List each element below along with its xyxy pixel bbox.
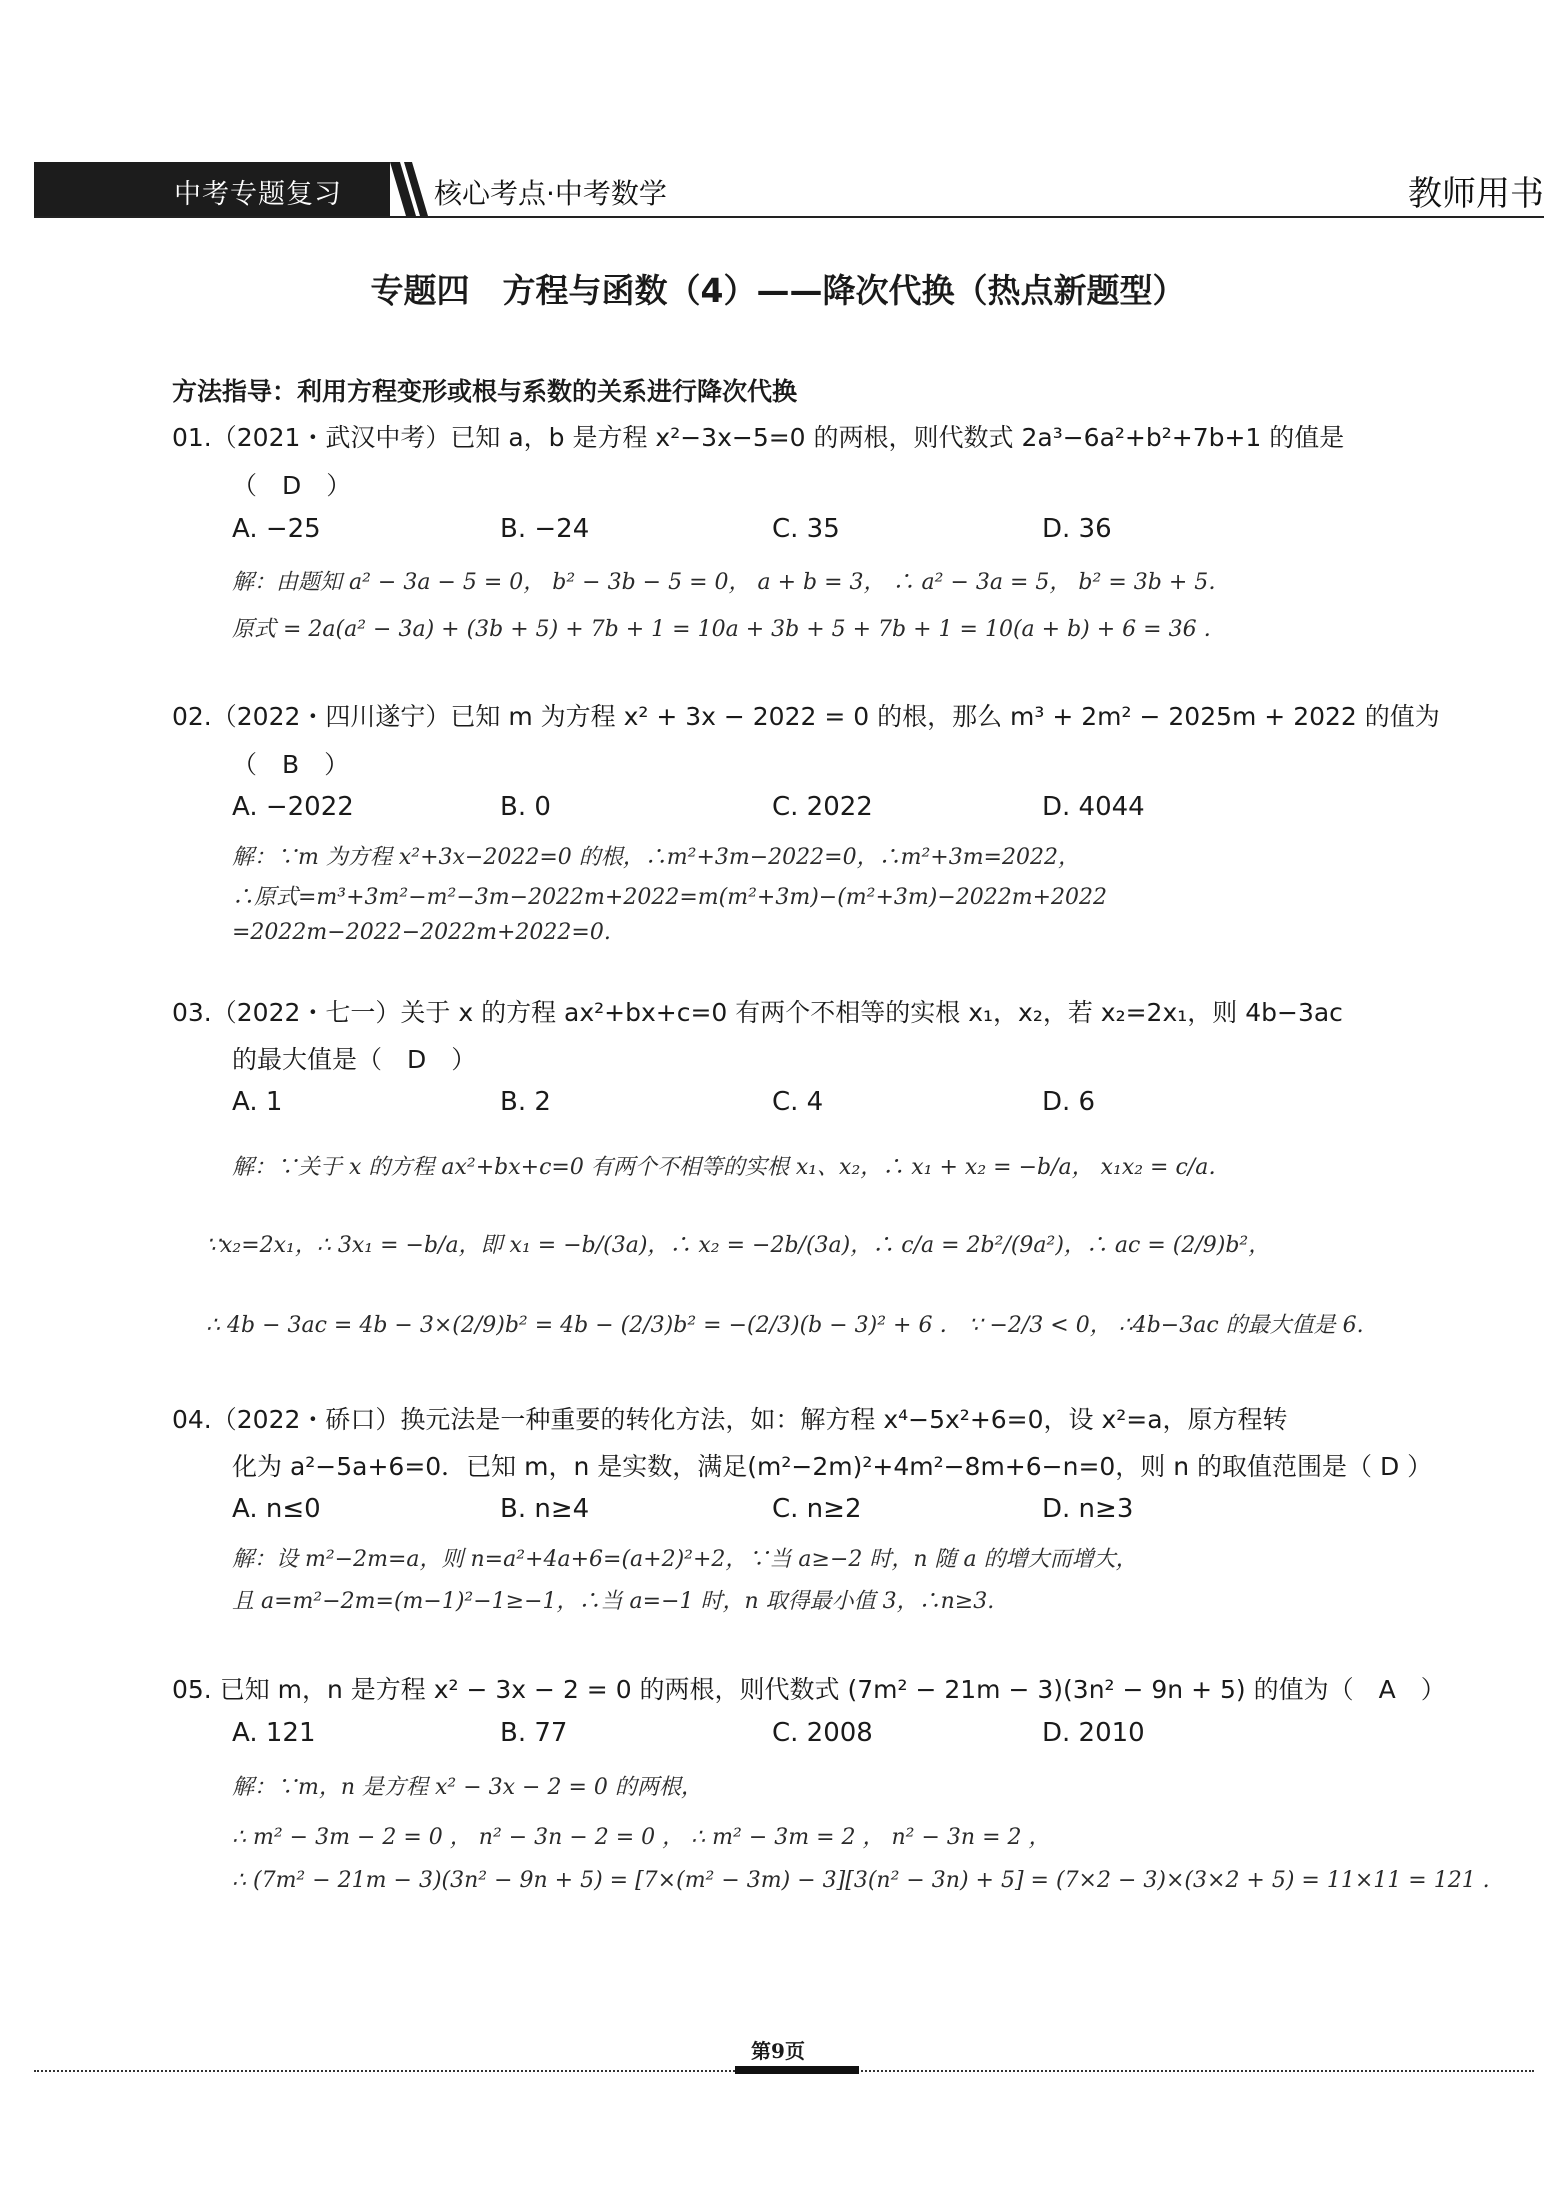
question-01-answer: （ D ） — [232, 471, 352, 500]
option-c: C. n≥2 — [772, 1494, 862, 1524]
option-a: A. −2022 — [232, 792, 354, 822]
option-b: B. 2 — [500, 1087, 551, 1117]
option-c: C. 2008 — [772, 1718, 873, 1748]
option-d: D. 4044 — [1042, 792, 1145, 822]
option-d: D. 6 — [1042, 1087, 1096, 1117]
header-series-block — [34, 162, 390, 216]
solution-line: ∴ 4b − 3ac = 4b − 3×(2/9)b² = 4b − (2/3)b² = −(2/3)(b − 3)² + 6 ． ∵ −2/3 < 0， ∴4b−3ac 的最大值是 6. — [206, 1313, 1364, 1338]
option-c: C. 2022 — [772, 792, 873, 822]
solution-line: 解：由题知 a² − 3a − 5 = 0， b² − 3b − 5 = 0， a + b = 3， ∴ a² − 3a = 5， b² = 3b + 5． — [232, 570, 1231, 595]
solution-line: 且 a=m²−2m=(m−1)²−1≥−1，∴当 a=−1 时，n 取得最小值 3，∴n≥3. — [232, 1589, 995, 1614]
option-c: C. 35 — [772, 514, 840, 544]
option-a: A. 121 — [232, 1718, 316, 1748]
header-edition: 教师用书 — [1408, 174, 1544, 214]
solution-line: ∴ m² − 3m − 2 = 0 ， n² − 3n − 2 = 0 ， ∴ m² − 3m = 2 ， n² − 3n = 2 ， — [232, 1825, 1051, 1850]
option-d: D. 36 — [1042, 514, 1112, 544]
option-a: A. 1 — [232, 1087, 283, 1117]
header-book-title: 核心考点·中考数学 — [434, 177, 667, 210]
page-header — [34, 162, 1544, 218]
question-02-answer: （ B ） — [232, 750, 350, 779]
question-03-text: 03.（2022・七一）关于 x 的方程 ax²+bx+c=0 有两个不相等的实根 x₁，x₂，若 x₂=2x₁，则 4b−3ac — [172, 998, 1343, 1027]
solution-line: =2022m−2022−2022m+2022=0. — [232, 920, 611, 945]
footer-bar — [735, 2066, 859, 2074]
solution-line: 原式 = 2a(a² − 3a) + (3b + 5) + 7b + 1 = 10a + 3b + 5 + 7b + 1 = 10(a + b) + 6 = 36 ． — [232, 617, 1226, 642]
question-01-text: 01.（2021・武汉中考）已知 a，b 是方程 x²−3x−5=0 的两根，则代数式 2a³−6a²+b²+7b+1 的值是 — [172, 423, 1345, 452]
solution-line: ∴ (7m² − 21m − 3)(3n² − 9n + 5) = [7×(m² − 3m) − 3][3(n² − 3n) + 5] = (7×2 − 3)×(3×2 + 5) = 11×11 = 121 . — [232, 1868, 1490, 1893]
page-number: 第9页 — [751, 2039, 805, 2063]
question-04-text: 04.（2022・硚口）换元法是一种重要的转化方法，如：解方程 x⁴−5x²+6=0，设 x²=a，原方程转 — [172, 1405, 1288, 1434]
solution-line: ∴原式=m³+3m²−m²−3m−2022m+2022=m(m²+3m)−(m²+3m)−2022m+2022 — [232, 885, 1108, 910]
option-c: C. 4 — [772, 1087, 824, 1117]
question-02-text: 02.（2022・四川遂宁）已知 m 为方程 x² + 3x − 2022 = 0 的根，那么 m³ + 2m² − 2025m + 2022 的值为 — [172, 702, 1440, 731]
header-slash-icon — [390, 162, 430, 216]
option-b: B. −24 — [500, 514, 590, 544]
option-b: B. 77 — [500, 1718, 568, 1748]
solution-line: 解：∵m 为方程 x²+3x−2022=0 的根，∴m²+3m−2022=0，∴m²+3m=2022， — [232, 845, 1080, 870]
question-05-text: 05. 已知 m，n 是方程 x² − 3x − 2 = 0 的两根，则代数式 (7m² − 21m − 3)(3n² − 9n + 5) 的值为（ A ） — [172, 1675, 1446, 1704]
option-b: B. n≥4 — [500, 1494, 590, 1524]
option-a: A. −25 — [232, 514, 321, 544]
solution-line: 解：设 m²−2m=a，则 n=a²+4a+6=(a+2)²+2，∵当 a≥−2 时，n 随 a 的增大而增大， — [232, 1547, 1138, 1572]
solution-line: 解：∵关于 x 的方程 ax²+bx+c=0 有两个不相等的实根 x₁、x₂，∴ x₁ + x₂ = −b/a， x₁x₂ = c/a． — [232, 1155, 1231, 1180]
page-title: 专题四 方程与函数（4）——降次代换（热点新题型） — [370, 271, 1186, 310]
option-a: A. n≤0 — [232, 1494, 321, 1524]
option-b: B. 0 — [500, 792, 551, 822]
header-series-label: 中考专题复习 — [174, 179, 342, 210]
question-03-answer: 的最大值是（ D ） — [232, 1045, 477, 1074]
header-rule — [34, 216, 1544, 218]
option-d: D. n≥3 — [1042, 1494, 1134, 1524]
option-d: D. 2010 — [1042, 1718, 1145, 1748]
solution-line: 解：∵m，n 是方程 x² − 3x − 2 = 0 的两根， — [232, 1775, 703, 1800]
question-04-text-cont: 化为 a²−5a+6=0．已知 m，n 是实数，满足(m²−2m)²+4m²−8m+6−n=0，则 n 的取值范围是（ D ） — [232, 1452, 1433, 1481]
method-guide: 方法指导：利用方程变形或根与系数的关系进行降次代换 — [172, 377, 798, 406]
solution-line: ∵x₂=2x₁，∴ 3x₁ = −b/a，即 x₁ = −b/(3a)，∴ x₂ = −2b/(3a)，∴ c/a = 2b²/(9a²)，∴ ac = (2/9)b²， — [206, 1233, 1271, 1258]
